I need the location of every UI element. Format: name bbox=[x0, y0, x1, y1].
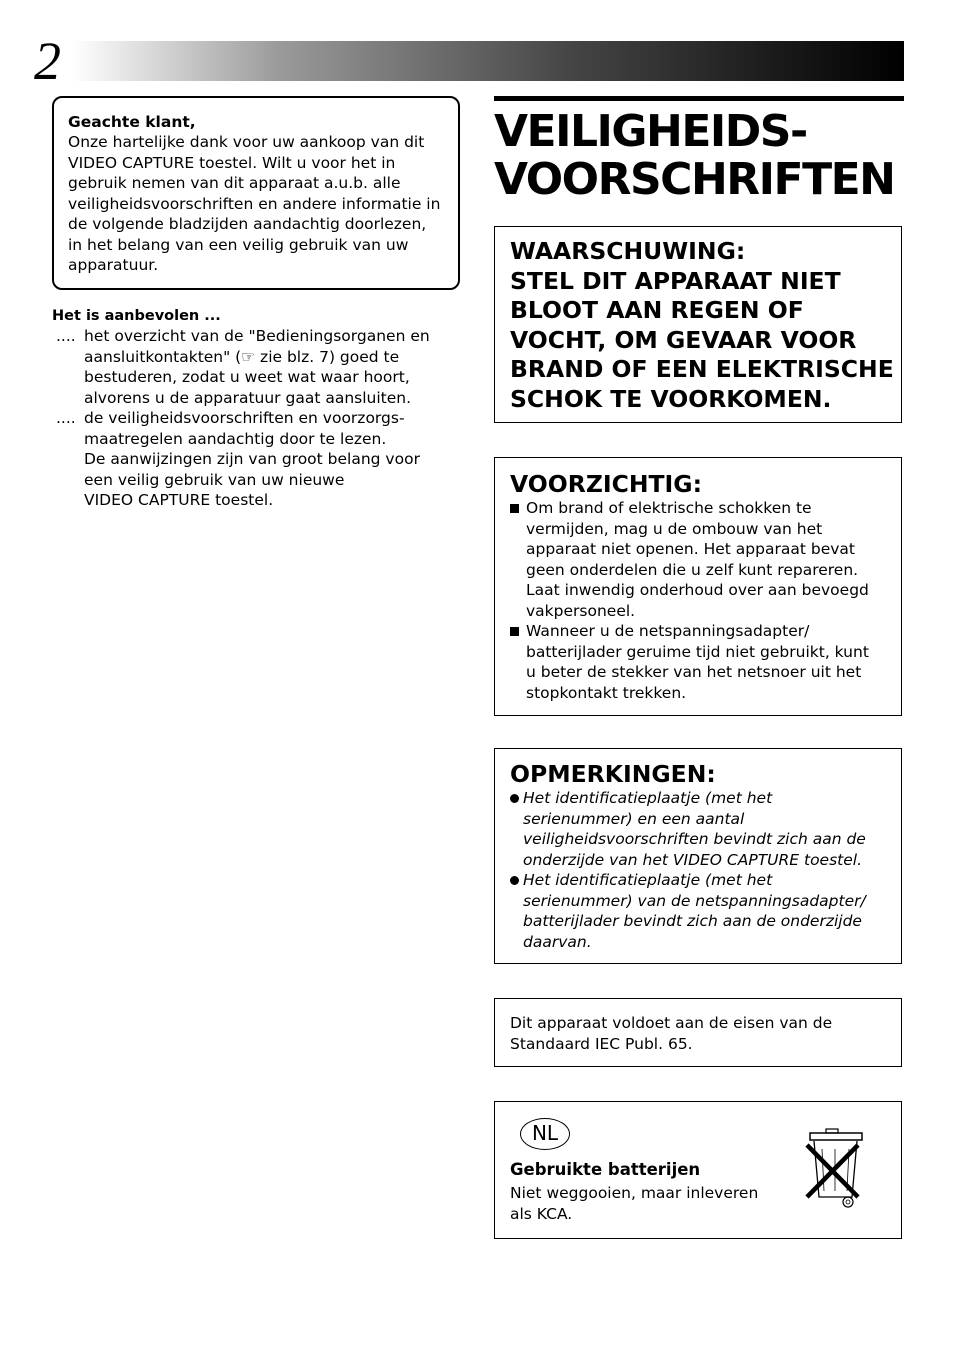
list-item bbox=[52, 326, 452, 408]
text-line: Om brand of elektrische schokken te bbox=[526, 499, 812, 517]
text-line: Standaard IEC Publ. 65. bbox=[510, 1034, 693, 1053]
text-line: daarvan. bbox=[523, 932, 592, 951]
standard-text bbox=[510, 1013, 901, 1054]
title-rule bbox=[494, 96, 904, 101]
notes-heading: OPMERKINGEN: bbox=[510, 760, 716, 788]
text-line: bestuderen, zodat u weet wat waar hoort, bbox=[84, 368, 410, 386]
text-line: vakpersoneel. bbox=[526, 601, 636, 620]
greeting-text bbox=[68, 132, 448, 276]
text-line: VIDEO CAPTURE toestel. bbox=[84, 491, 274, 509]
text-line: serienummer) van de netspanningsadapter/ bbox=[523, 891, 866, 910]
text-line: aansluitkontakten" (☞ zie blz. 7) goed te bbox=[84, 347, 400, 366]
text-line: stopkontakt trekken. bbox=[526, 683, 687, 702]
text-line: apparaat niet openen. Het apparaat bevat bbox=[526, 540, 855, 558]
warning-text bbox=[510, 237, 901, 414]
text-line: STEL DIT APPARAAT NIET bbox=[510, 266, 841, 295]
standard-box bbox=[494, 998, 902, 1067]
text-line: Wanneer u de netspanningsadapter/ bbox=[526, 622, 810, 640]
title-line: VEILIGHEIDS- bbox=[494, 106, 807, 157]
list-item bbox=[510, 621, 901, 703]
text-line: BLOOT AAN REGEN OF bbox=[510, 296, 804, 324]
text-line: VOCHT, OM GEVAAR VOOR bbox=[510, 325, 857, 354]
text-line: geen onderdelen die u zelf kunt repareren. bbox=[526, 560, 859, 579]
greeting-box bbox=[52, 96, 460, 290]
text-line: de veiligheidsvoorschriften en voorzorgs- bbox=[84, 409, 405, 427]
text-line: onderzijde van het VIDEO CAPTURE toestel. bbox=[523, 850, 863, 869]
notes-box bbox=[494, 748, 902, 964]
text-line: serienummer) en een aantal bbox=[523, 809, 745, 828]
crossed-out-bin-icon bbox=[800, 1127, 870, 1211]
text-line: veiligheidsvoorschriften bevindt zich aan de bbox=[523, 830, 866, 848]
text-line: BRAND OF EEN ELEKTRISCHE bbox=[510, 355, 894, 383]
text-line: VIDEO CAPTURE toestel. Wilt u voor het in bbox=[68, 153, 396, 172]
recommended-heading: Het is aanbevolen ... bbox=[52, 308, 221, 324]
greeting-title: Geachte klant, bbox=[68, 113, 196, 131]
round-bullet-icon bbox=[510, 876, 519, 885]
text-line: apparatuur. bbox=[68, 256, 159, 274]
list-item bbox=[510, 788, 901, 870]
square-bullet-icon bbox=[510, 504, 519, 513]
text-line: SCHOK TE VOORKOMEN. bbox=[510, 384, 832, 413]
caution-box bbox=[494, 457, 902, 716]
text-line: alvorens u de apparatuur gaat aansluiten. bbox=[84, 388, 412, 407]
text-line: het overzicht van de "Bedieningsorganen en bbox=[84, 327, 430, 345]
nl-badge: NL bbox=[520, 1118, 570, 1150]
caution-heading: VOORZICHTIG: bbox=[510, 470, 702, 498]
dots-marker: .... bbox=[56, 327, 76, 345]
text-line: de volgende bladzijden aandachtig doorlezen, bbox=[68, 215, 427, 233]
text-line: WAARSCHUWING: bbox=[510, 237, 746, 265]
recommended-section bbox=[52, 306, 452, 511]
list-item bbox=[510, 498, 901, 621]
title-line: VOORSCHRIFTEN bbox=[494, 154, 895, 205]
list-item bbox=[52, 408, 452, 511]
page-number: 2 bbox=[34, 31, 61, 91]
text-line: De aanwijzingen zijn van groot belang voor bbox=[84, 450, 420, 468]
header-gradient-bar bbox=[72, 41, 904, 81]
text-line: maatregelen aandachtig door te lezen. bbox=[84, 429, 387, 448]
text-line: batterijlader bevindt zich aan de onderzijde bbox=[523, 912, 862, 930]
text-line: Niet weggooien, maar inleveren bbox=[510, 1184, 759, 1202]
round-bullet-icon bbox=[510, 794, 519, 803]
text-line: in het belang van een veilig gebruik van uw bbox=[68, 235, 409, 254]
text-line: vermijden, mag u de ombouw van het bbox=[526, 519, 823, 538]
battery-text bbox=[510, 1183, 790, 1224]
page-title bbox=[494, 108, 904, 204]
square-bullet-icon bbox=[510, 627, 519, 636]
text-line: Het identificatieplaatje (met het bbox=[523, 871, 773, 889]
text-line: gebruik nemen van dit apparaat a.u.b. alle bbox=[68, 174, 401, 192]
text-line: u beter de stekker van het netsnoer uit het bbox=[526, 663, 862, 681]
warning-box bbox=[494, 226, 902, 423]
text-line: Onze hartelijke dank voor uw aankoop van dit bbox=[68, 133, 425, 151]
text-line: als KCA. bbox=[510, 1204, 573, 1223]
text-line: veiligheidsvoorschriften en andere informatie in bbox=[68, 194, 441, 213]
text-line: Dit apparaat voldoet aan de eisen van de bbox=[510, 1014, 833, 1032]
text-line: Laat inwendig onderhoud over aan bevoegd bbox=[526, 581, 869, 599]
text-line: Het identificatieplaatje (met het bbox=[523, 789, 773, 807]
dots-marker: .... bbox=[56, 409, 76, 427]
battery-box bbox=[494, 1101, 902, 1239]
battery-title: Gebruikte batterijen bbox=[510, 1160, 701, 1179]
text-line: een veilig gebruik van uw nieuwe bbox=[84, 470, 345, 489]
text-line: batterijlader geruime tijd niet gebruikt, kunt bbox=[526, 642, 869, 661]
list-item bbox=[510, 870, 901, 952]
